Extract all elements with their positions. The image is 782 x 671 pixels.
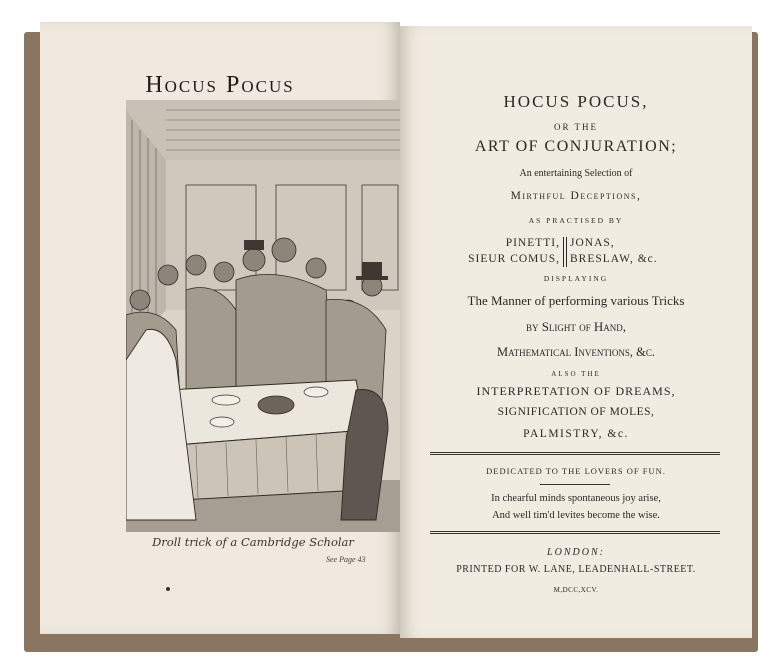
rule-bottom: [430, 531, 720, 532]
performer-pinetti: PINETTI,: [505, 237, 560, 249]
engraving-illustration: [126, 100, 402, 532]
performer-comus: SIEUR COMUS,: [468, 253, 560, 265]
dreams-line: INTERPRETATION OF DREAMS,: [476, 384, 676, 398]
as-practised-by: AS PRACTISED BY: [528, 216, 624, 225]
palmistry-line: PALMISTRY, &c.: [523, 428, 629, 440]
right-page-title: [400, 26, 752, 638]
rule-top-2: [430, 454, 720, 455]
performer-jonas: JONAS,: [570, 237, 615, 249]
mirthful-line: Mirthful Deceptions,: [510, 190, 642, 202]
mathematical-line: Mathematical Inventions, &c.: [497, 345, 655, 359]
moles-line: SIGNIFICATION OF MOLES,: [497, 406, 655, 418]
or-the: OR THE: [553, 122, 599, 132]
left-page-frontispiece: [40, 22, 400, 634]
performer-breslaw: BRESLAW, &c.: [570, 253, 658, 265]
slight-of-hand-line: by Slight of Hand,: [525, 319, 627, 334]
book-subtitle: ART OF CONJURATION;: [474, 138, 678, 155]
see-page-note: See Page 43: [326, 555, 366, 564]
imprint-city: LONDON:: [547, 547, 605, 558]
dedication: DEDICATED TO THE LOVERS OF FUN.: [486, 466, 666, 476]
performers-divider: [563, 237, 567, 267]
entertaining-line: An entertaining Selection of: [519, 168, 633, 179]
imprint-printer: PRINTED FOR W. LANE, LEADENHALL-STREET.: [456, 564, 696, 575]
performers-right: [570, 235, 720, 267]
performers-left: [430, 235, 560, 267]
verse-line-2: And well tim'd levites become the wise.: [492, 510, 660, 521]
ink-dot: [166, 587, 170, 591]
book-title: HOCUS POCUS,: [503, 92, 649, 111]
manner-line: The Manner of performing various Tricks: [467, 293, 685, 308]
imprint-year: M,DCC,XCV.: [553, 586, 599, 594]
rule-short: [540, 484, 610, 485]
open-book: [24, 22, 758, 654]
also-the: ALSO THE: [551, 370, 601, 378]
rule-bottom-2: [430, 533, 720, 534]
rule-top: [430, 452, 720, 453]
verse-line-1: In chearful minds spontaneous joy arise,: [491, 493, 661, 504]
displaying: DISPLAYING: [543, 274, 609, 283]
plate-title: Hocus Pocus: [145, 72, 295, 98]
plate-caption: Droll trick of a Cambridge Scholar: [152, 535, 354, 549]
